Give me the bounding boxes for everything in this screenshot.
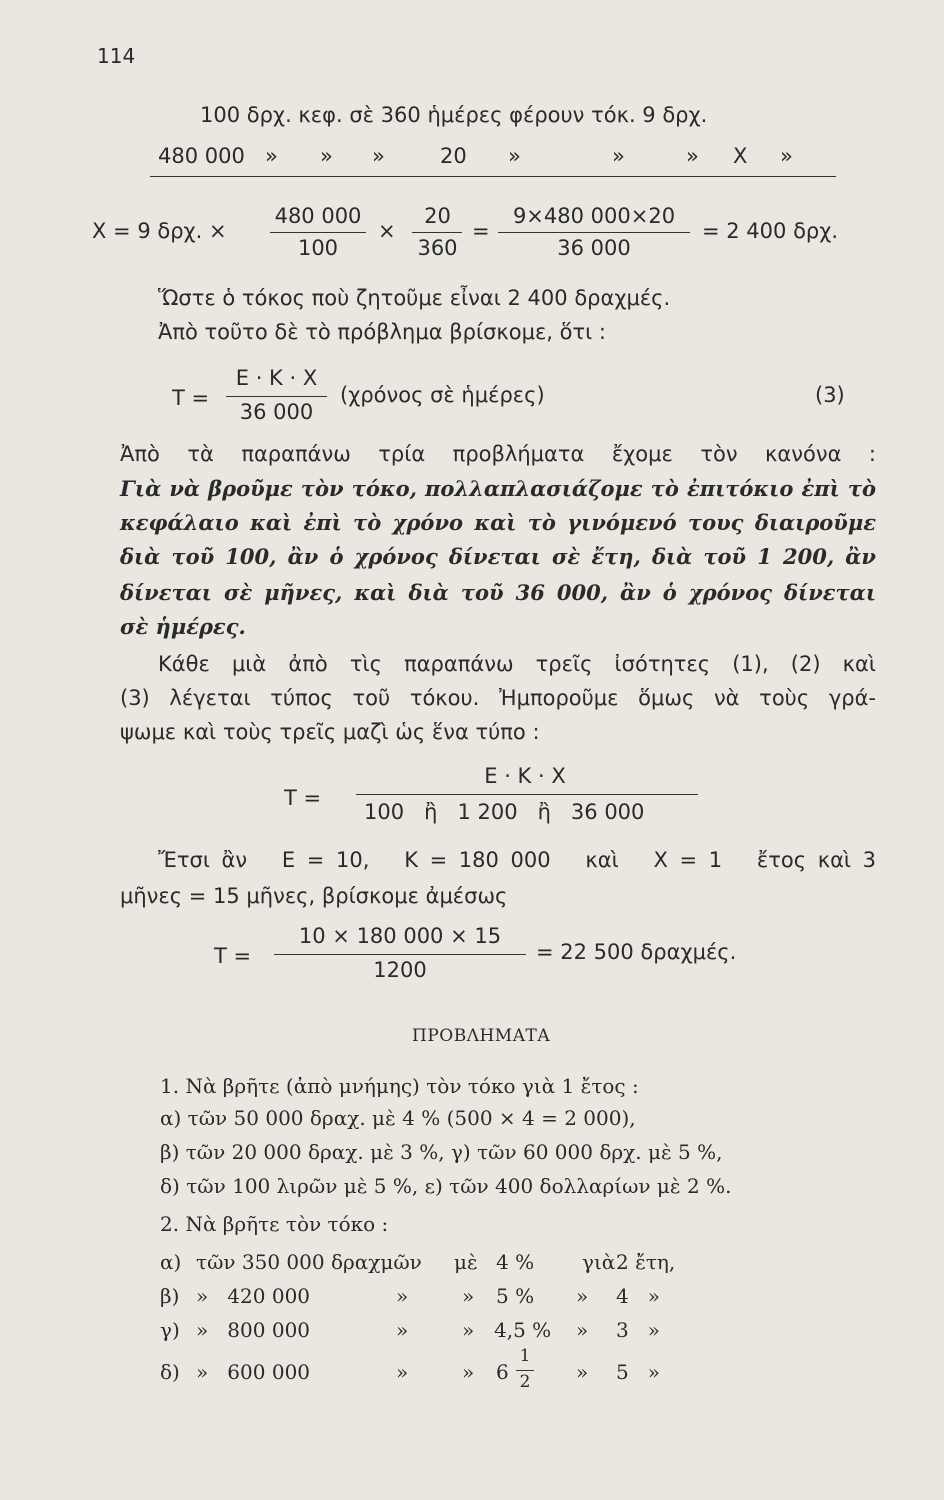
row-rate: 5 %: [496, 1284, 535, 1308]
row-amount: » 800 000: [196, 1318, 311, 1342]
row-marker: μὲ: [454, 1250, 478, 1274]
formula-lhs: T =: [284, 786, 322, 810]
fraction-bar: [226, 396, 327, 397]
problem-line: β) τῶν 20 000 δραχ. μὲ 3 %, γ) τῶν 60 000 δρχ. μὲ 5 %,: [160, 1140, 723, 1164]
paragraph-line: ψωμε καὶ τοὺς τρεῖς μαζὶ ὡς ἕνα τύπο :: [120, 720, 540, 744]
page-number: 114: [97, 44, 136, 68]
ditto-mark: »: [462, 1360, 475, 1384]
equation-tag: (3): [815, 383, 845, 407]
ditto-mark: »: [462, 1318, 475, 1342]
fraction-bar: [498, 232, 690, 233]
row-rate: 6: [496, 1360, 509, 1384]
example-row-1: 100 δρχ. κεφ. σὲ 360 ἡμέρες φέρουν τόκ. 9 δρχ.: [200, 103, 708, 127]
fraction-bar: [516, 1370, 534, 1371]
ditto-mark: »: [576, 1360, 589, 1384]
row-years: 4 »: [616, 1284, 661, 1308]
rule-line: Γιὰ νὰ βροῦμε τὸν τόκο, πολλαπλασιάζομε τὸ ἐπιτόκιο ἐπὶ τὸ: [120, 476, 876, 501]
separator-line: [150, 176, 836, 177]
fraction-denominator: 2: [519, 1372, 531, 1392]
formula-lhs: T =: [172, 386, 210, 410]
formula-denominator: 36 000: [239, 400, 314, 424]
formula-result: = 22 500 δραχμές.: [536, 940, 737, 964]
fraction-bar: [356, 794, 698, 795]
fraction-denominator: 360: [417, 236, 458, 260]
ditto-mark: »: [320, 144, 333, 168]
fraction-denominator: 36 000: [557, 236, 631, 260]
problem-line: δ) τῶν 100 λιρῶν μὲ 5 %, ε) τῶν 400 δολλαρίων μὲ 2 %.: [160, 1174, 732, 1198]
ditto-mark: »: [780, 144, 793, 168]
fraction-bar: [270, 232, 366, 233]
ditto-mark: »: [462, 1284, 475, 1308]
row-amount: » 420 000: [196, 1284, 311, 1308]
fraction-numerator: 9×480 000×20: [512, 204, 676, 228]
ditto-mark: »: [576, 1318, 589, 1342]
row-years: 3 »: [616, 1318, 661, 1342]
rule-intro: Ἀπὸ τὰ παραπάνω τρία προβλήματα ἔχομε τὸν κανόνα :: [120, 442, 876, 466]
fraction-bar: [274, 954, 526, 955]
row-rate: 4 %: [496, 1250, 535, 1274]
problem-title: 1. Νὰ βρῆτε (ἀπὸ μνήμης) τὸν τόκο γιὰ 1 ἔτος :: [160, 1074, 639, 1098]
equals-sign: =: [472, 219, 490, 243]
equation-result: = 2 400 δρχ.: [702, 219, 839, 243]
paragraph-line: (3) λέγεται τύπος τοῦ τόκου. Ἠμποροῦμε ὅμως νὰ τοὺς γρά-: [120, 686, 876, 710]
equation-lhs: X = 9 δρχ. ×: [92, 219, 227, 243]
fraction-denominator: 100: [297, 236, 339, 260]
row-years: 5 »: [616, 1360, 661, 1384]
ditto-mark: »: [576, 1284, 589, 1308]
example-row-2-amount: 480 000: [158, 144, 245, 168]
section-heading: ΠΡΟΒΛΗΜΑΤΑ: [412, 1026, 551, 1046]
example2-line: Ἔτσι ἂν E = 10, K = 180 000 καὶ X = 1 ἔτος καὶ 3: [158, 848, 876, 872]
fraction-bar: [412, 232, 462, 233]
example2-line: μῆνες = 15 μῆνες, βρίσκομε ἀμέσως: [120, 884, 508, 908]
formula-denominator: 100 ἢ 1 200 ἢ 36 000: [364, 800, 645, 824]
ditto-mark: »: [396, 1284, 409, 1308]
fraction-numerator: 20: [424, 204, 451, 228]
rule-line: διὰ τοῦ 100, ἂν ὁ χρόνος δίνεται σὲ ἔτη, διὰ τοῦ 1 200, ἂν: [120, 544, 876, 569]
times-sign: ×: [378, 219, 396, 243]
row-rate: 4,5 %: [494, 1318, 552, 1342]
formula-numerator: E · K · X: [235, 366, 318, 390]
ditto-mark: »: [372, 144, 385, 168]
formula-denominator: 1200: [373, 958, 427, 982]
rule-line: κεφάλαιο καὶ ἐπὶ τὸ χρόνο καὶ τὸ γινόμενό τους διαιροῦμε: [120, 510, 876, 535]
text-line: Ἀπὸ τοῦτο δὲ τὸ πρόβλημα βρίσκομε, ὅτι :: [158, 320, 607, 344]
ditto-mark: »: [265, 144, 278, 168]
fraction-numerator: 480 000: [274, 204, 362, 228]
paragraph-line: Κάθε μιὰ ἀπὸ τὶς παραπάνω τρεῖς ἰσότητες (1), (2) καὶ: [158, 652, 876, 676]
example-row-2-unknown: X: [733, 144, 748, 168]
problem-title: 2. Νὰ βρῆτε τὸν τόκο :: [160, 1212, 389, 1236]
rule-line: δίνεται σὲ μῆνες, καὶ διὰ τοῦ 36 000, ἂν ὁ χρόνος δίνεται: [120, 580, 876, 605]
row-label: γ): [160, 1318, 180, 1342]
rule-line: σὲ ἡμέρες.: [120, 614, 246, 639]
ditto-mark: »: [396, 1318, 409, 1342]
row-years: 2 ἔτη,: [616, 1250, 676, 1274]
formula-numerator: E · K · X: [484, 764, 566, 788]
fraction-numerator: 1: [519, 1346, 531, 1366]
ditto-mark: »: [612, 144, 625, 168]
text-line: Ὥστε ὁ τόκος ποὺ ζητοῦμε εἶναι 2 400 δραχμές.: [158, 286, 671, 310]
ditto-mark: »: [686, 144, 699, 168]
formula-note: (χρόνος σὲ ἡμέρες): [340, 383, 545, 407]
formula-lhs: T =: [214, 944, 252, 968]
formula-numerator: 10 × 180 000 × 15: [298, 924, 502, 948]
row-marker: γιὰ: [582, 1250, 616, 1274]
ditto-mark: »: [396, 1360, 409, 1384]
row-label: α): [160, 1250, 182, 1274]
row-label: δ): [160, 1360, 180, 1384]
problem-line: α) τῶν 50 000 δραχ. μὲ 4 % (500 × 4 = 2 000),: [160, 1106, 636, 1130]
row-label: β): [160, 1284, 180, 1308]
ditto-mark: »: [508, 144, 521, 168]
example-row-2-days: 20: [440, 144, 467, 168]
row-amount: » 600 000: [196, 1360, 311, 1384]
row-amount: τῶν 350 000 δραχμῶν: [196, 1250, 422, 1274]
